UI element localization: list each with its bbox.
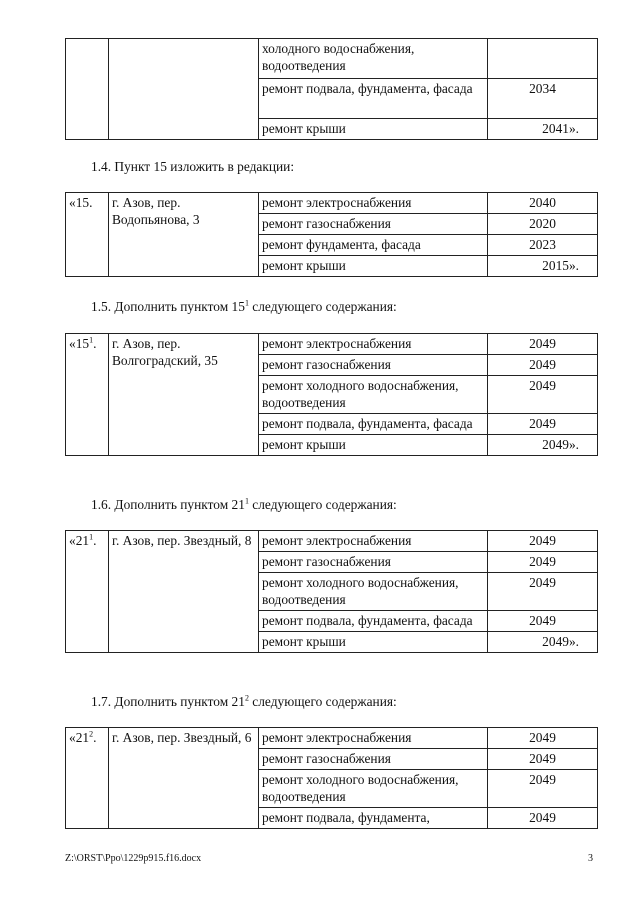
- year-cell: 2041».: [488, 119, 598, 140]
- work-type-cell: ремонт электроснабжения: [259, 728, 488, 749]
- item-number-cell: [66, 334, 109, 456]
- year-cell: 2049».: [488, 632, 598, 653]
- work-type-cell: ремонт газоснабжения: [259, 214, 488, 235]
- paragraph-1-5: [91, 298, 397, 315]
- paragraph-text: 1.5. Дополнить пунктом 15: [91, 299, 245, 314]
- work-type-cell: ремонт электроснабжения: [259, 193, 488, 214]
- superscript: 1: [244, 298, 249, 308]
- year-cell: 2049».: [488, 435, 598, 456]
- work-type-cell: ремонт крыши: [259, 119, 488, 140]
- item-number: «21: [69, 730, 90, 745]
- item-number-cell: «15.: [66, 193, 109, 277]
- work-type-cell: ремонт холодного водоснабжения, водоотведения: [259, 573, 488, 611]
- table-row: [66, 193, 598, 214]
- superscript: 1: [89, 335, 94, 345]
- work-type-cell: ремонт подвала, фундамента,: [259, 808, 488, 829]
- paragraph-text: 1.7. Дополнить пунктом 21: [91, 694, 245, 709]
- superscript: 1: [89, 532, 94, 542]
- year-cell: 2034: [488, 79, 598, 119]
- paragraph-text: следующего содержания:: [248, 694, 397, 709]
- table-row: [66, 334, 598, 355]
- address-cell: [109, 39, 259, 140]
- year-cell: 2049: [488, 728, 598, 749]
- item-number: «21: [69, 533, 90, 548]
- year-cell: 2049: [488, 355, 598, 376]
- item-number-cell: [66, 531, 109, 653]
- paragraph-text: следующего содержания:: [248, 497, 397, 512]
- superscript: 2: [89, 729, 94, 739]
- continuation-table: [65, 38, 598, 140]
- work-type-cell: ремонт холодного водоснабжения, водоотведения: [259, 376, 488, 414]
- year-cell: 2049: [488, 611, 598, 632]
- work-type-cell: ремонт газоснабжения: [259, 355, 488, 376]
- work-type-cell: холодного водоснабжения, водоотведения: [259, 39, 488, 79]
- year-cell: 2015».: [488, 256, 598, 277]
- work-type-cell: ремонт холодного водоснабжения, водоотведения: [259, 770, 488, 808]
- item-21-2-table: [65, 727, 598, 829]
- work-type-cell: ремонт газоснабжения: [259, 552, 488, 573]
- work-type-cell: ремонт фундамента, фасада: [259, 235, 488, 256]
- year-cell: [488, 39, 598, 79]
- table-row: [66, 531, 598, 552]
- year-cell: 2040: [488, 193, 598, 214]
- table-row: [66, 39, 598, 79]
- work-type-cell: ремонт электроснабжения: [259, 334, 488, 355]
- year-cell: 2049: [488, 552, 598, 573]
- year-cell: 2023: [488, 235, 598, 256]
- paragraph-text: следующего содержания:: [248, 299, 397, 314]
- address-cell: г. Азов, пер. Водопьянова, 3: [109, 193, 259, 277]
- item-number-cell: [66, 39, 109, 140]
- work-type-cell: ремонт электроснабжения: [259, 531, 488, 552]
- paragraph-1-6: [91, 496, 397, 513]
- year-cell: 2049: [488, 749, 598, 770]
- item-number-end: .: [93, 730, 97, 745]
- item-21-1-table: [65, 530, 598, 653]
- page-number: 3: [588, 853, 593, 864]
- year-cell: 2049: [488, 531, 598, 552]
- item-number-end: .: [93, 336, 97, 351]
- item-number-cell: [66, 728, 109, 829]
- paragraph-1-7: [91, 693, 397, 710]
- year-cell: 2049: [488, 808, 598, 829]
- work-type-cell: ремонт крыши: [259, 256, 488, 277]
- paragraph-text: 1.6. Дополнить пунктом 21: [91, 497, 245, 512]
- item-number: «15: [69, 336, 90, 351]
- footer-file-path: Z:\ORST\Ppo\1229p915.f16.docx: [65, 853, 202, 864]
- table-row: [66, 728, 598, 749]
- item-15-table: [65, 192, 598, 277]
- address-cell: г. Азов, пер. Волгоградский, 35: [109, 334, 259, 456]
- year-cell: 2049: [488, 414, 598, 435]
- paragraph-1-4: 1.4. Пункт 15 изложить в редакции:: [91, 159, 295, 174]
- year-cell: 2049: [488, 770, 598, 808]
- work-type-cell: ремонт подвала, фундамента, фасада: [259, 79, 488, 119]
- year-cell: 2049: [488, 573, 598, 611]
- address-cell: г. Азов, пер. Звездный, 8: [109, 531, 259, 653]
- superscript: 2: [244, 693, 249, 703]
- item-15-1-table: [65, 333, 598, 456]
- work-type-cell: ремонт подвала, фундамента, фасада: [259, 611, 488, 632]
- work-type-cell: ремонт подвала, фундамента, фасада: [259, 414, 488, 435]
- year-cell: 2049: [488, 376, 598, 414]
- work-type-cell: ремонт крыши: [259, 632, 488, 653]
- item-number-end: .: [93, 533, 97, 548]
- superscript: 1: [244, 496, 249, 506]
- work-type-cell: ремонт крыши: [259, 435, 488, 456]
- year-cell: 2049: [488, 334, 598, 355]
- work-type-cell: ремонт газоснабжения: [259, 749, 488, 770]
- year-cell: 2020: [488, 214, 598, 235]
- address-cell: г. Азов, пер. Звездный, 6: [109, 728, 259, 829]
